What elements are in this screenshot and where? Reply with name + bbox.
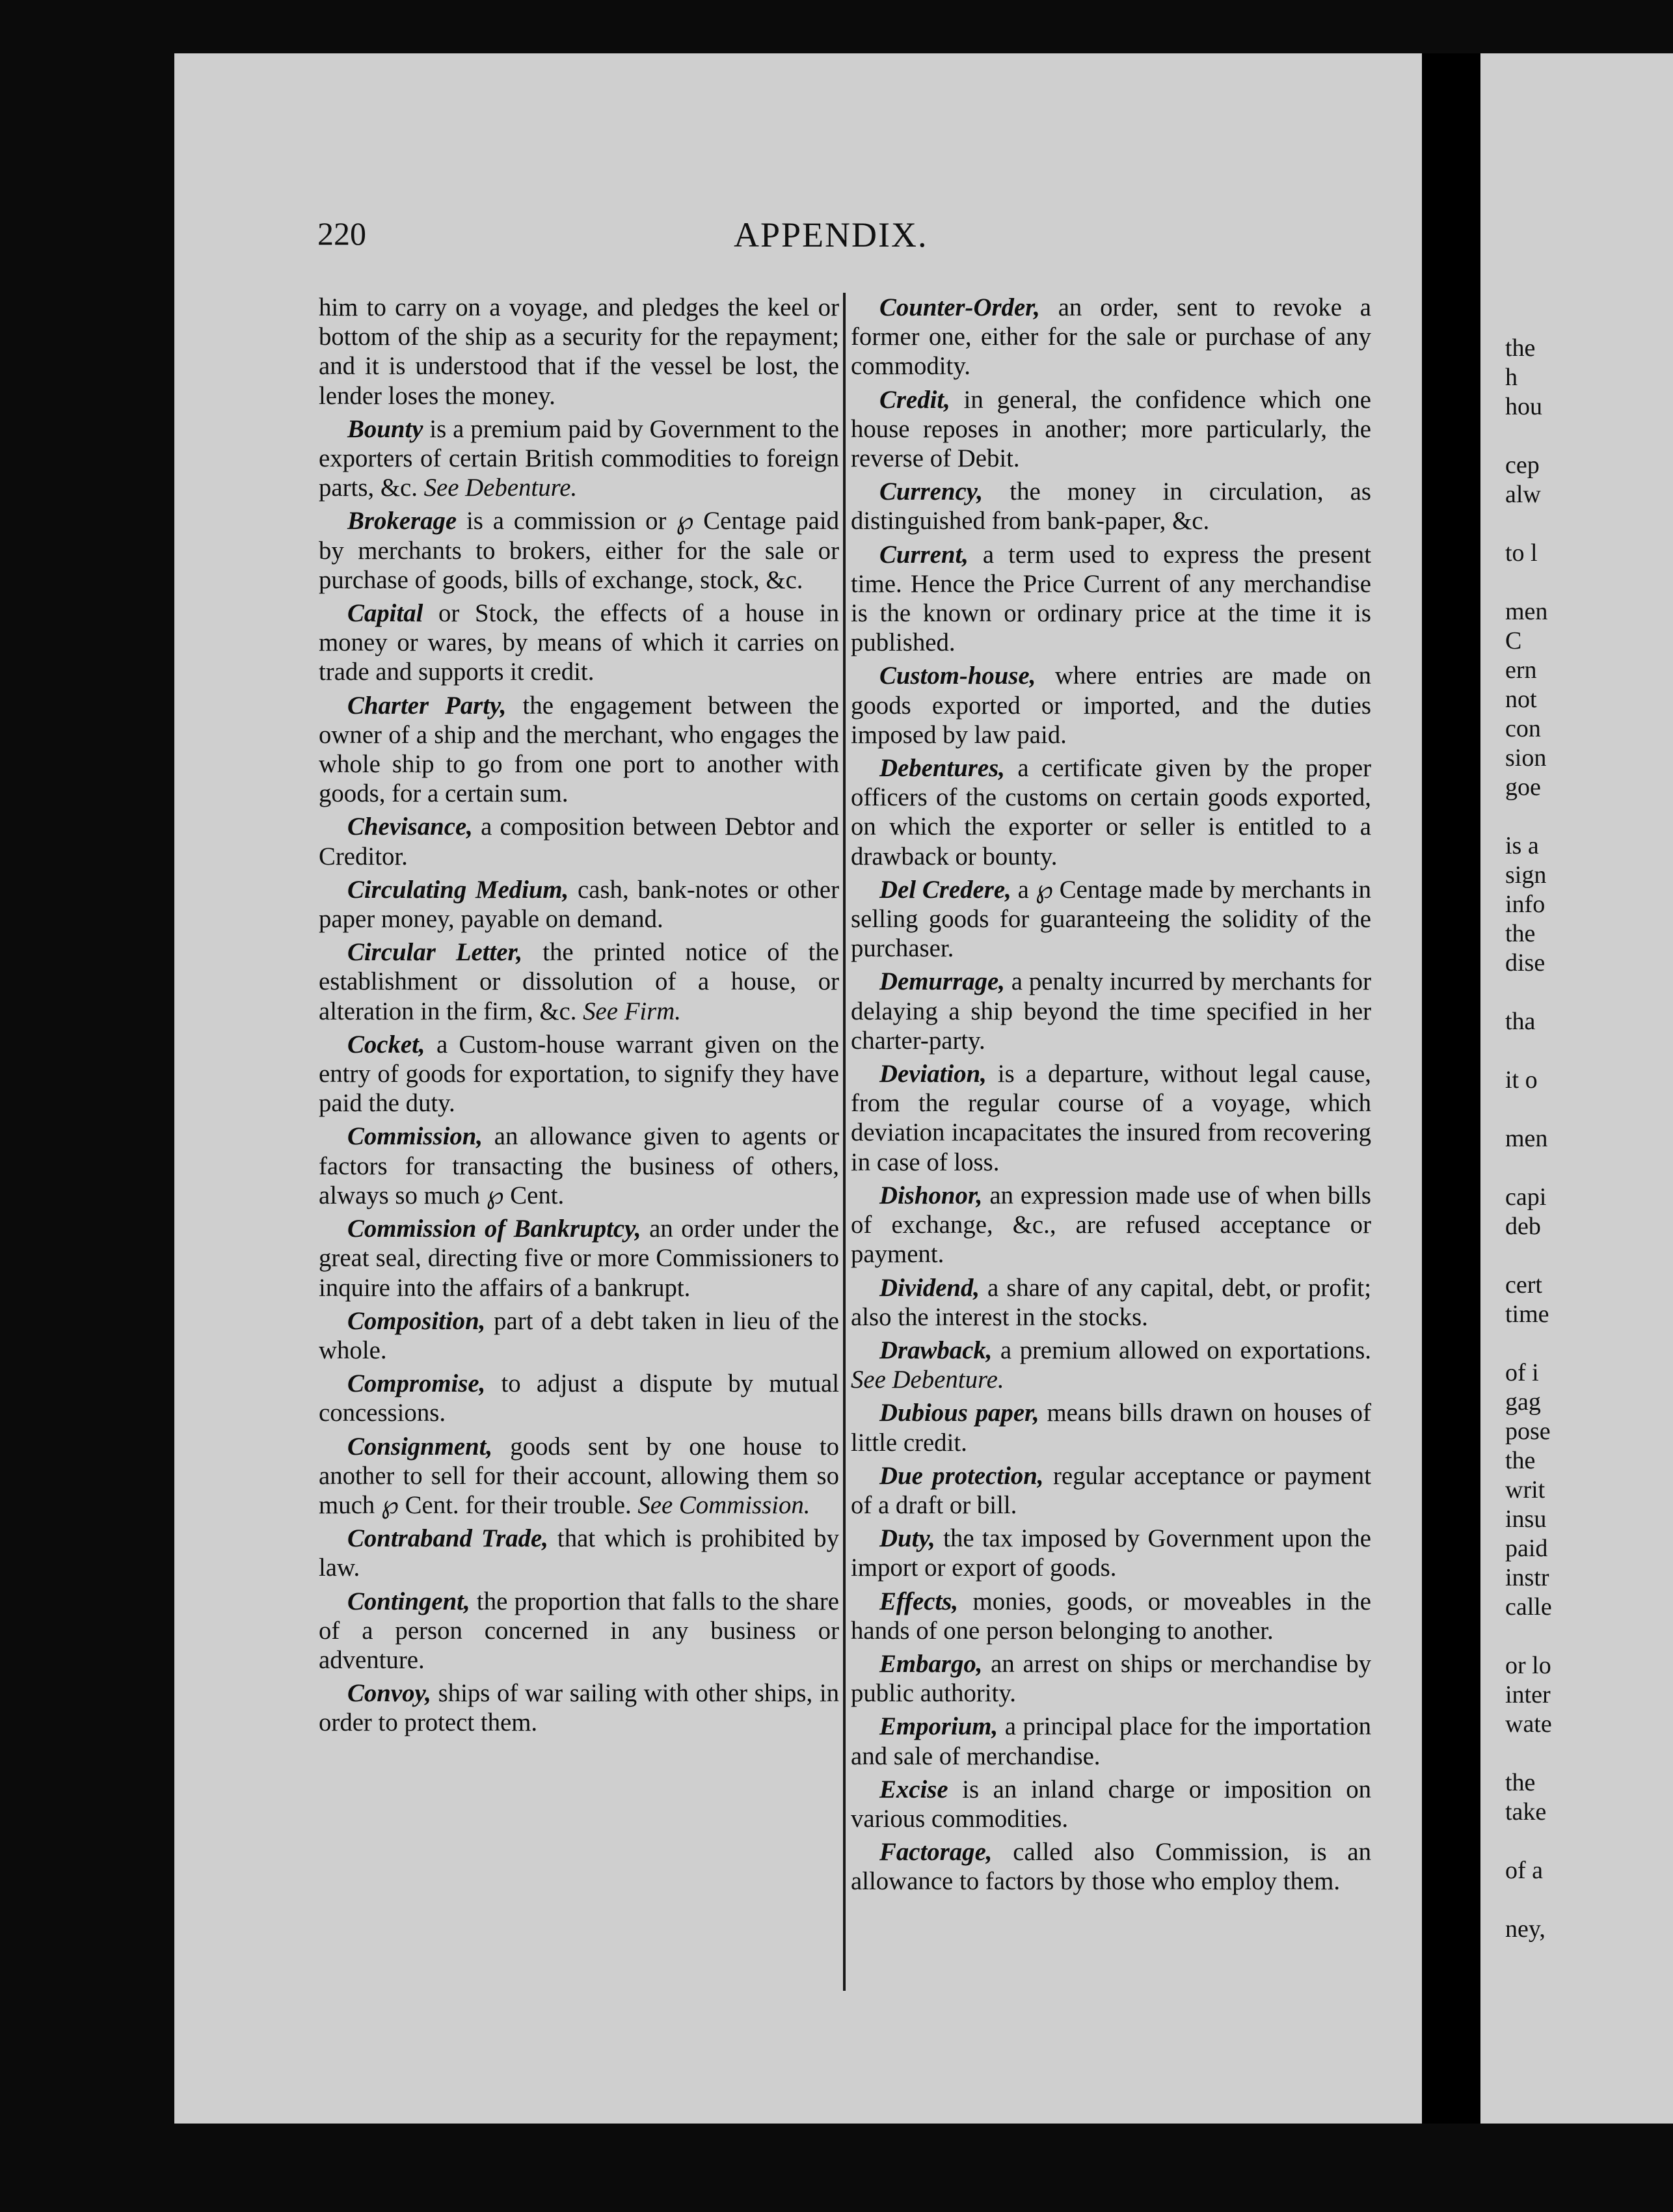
facing-page-fragments	[1505, 304, 1673, 1944]
facing-page-line: or lo	[1505, 1652, 1551, 1679]
glossary-entry	[851, 1524, 1371, 1582]
facing-page-line: the	[1505, 920, 1536, 947]
glossary-entry	[319, 1122, 839, 1210]
entry-definition: a premium allowed on exportations.	[992, 1336, 1371, 1364]
facing-page-line: tha	[1505, 1008, 1536, 1035]
entry-definition: a Custom-house warrant given on the entry of goods for exportation, to signify they have paid the duty.	[319, 1030, 839, 1118]
entry-term: Composition,	[347, 1306, 486, 1335]
glossary-entry	[851, 967, 1371, 1055]
facing-page-line	[1505, 1622, 1673, 1651]
entry-definition: is an inland charge or imposition on various commodities.	[851, 1775, 1371, 1833]
facing-page-line: the	[1505, 1769, 1536, 1796]
facing-page-line	[1505, 304, 1673, 334]
entry-term: Chevisance,	[347, 813, 473, 841]
glossary-entry	[851, 1059, 1371, 1177]
facing-page-line	[1505, 568, 1673, 597]
glossary-entry	[319, 875, 839, 934]
entry-term: Bounty	[347, 414, 423, 443]
entry-term: Due protection,	[879, 1461, 1044, 1490]
glossary-entry	[319, 506, 839, 595]
entry-definition: him to carry on a voyage, and pledges the keel or bottom of the ship as a security for the repayment; and it is understood that if the vessel be lost, the lender loses the money.	[319, 293, 839, 410]
entry-term: Deviation,	[879, 1060, 987, 1088]
facing-page-line	[1505, 1329, 1673, 1358]
facing-page-line: writ	[1505, 1476, 1546, 1504]
facing-page-line: not	[1505, 686, 1537, 713]
glossary-entry	[851, 1587, 1371, 1645]
glossary-entry	[319, 1030, 839, 1118]
glossary-entry	[319, 1524, 839, 1582]
page-number: 220	[317, 215, 366, 252]
glossary-entry	[851, 753, 1371, 871]
entry-cross-reference: See Firm.	[583, 997, 681, 1025]
entry-definition: the proportion that falls to the share of a person concerned in any business or adventure.	[319, 1587, 839, 1674]
facing-page-line: is a	[1505, 832, 1539, 859]
entry-term: Duty,	[879, 1524, 935, 1553]
entry-term: Charter Party,	[347, 691, 507, 720]
facing-page-line: insu	[1505, 1505, 1547, 1533]
entry-term: Emporium,	[879, 1712, 998, 1741]
running-head: APPENDIX.	[734, 215, 928, 254]
entry-term: Commission of Bankruptcy,	[347, 1215, 641, 1243]
entry-definition: the printed notice of the establishment or dissolution of a house, or alteration in the firm, &c.	[319, 938, 839, 1025]
facing-page-line	[1505, 1241, 1673, 1271]
entry-definition: or Stock, the effects of a house in money or wares, by means of which it carries on trade and supports it credit.	[319, 599, 839, 686]
glossary-entry	[319, 414, 839, 503]
facing-page-line	[1505, 1036, 1673, 1066]
entry-term: Consignment,	[347, 1432, 493, 1461]
entry-term: Compromise,	[347, 1369, 486, 1398]
facing-page-line: instr	[1505, 1564, 1549, 1591]
entry-term: Current,	[879, 540, 969, 569]
facing-page-line: deb	[1505, 1213, 1541, 1240]
facing-page-line: C	[1505, 627, 1522, 654]
facing-page-line	[1505, 978, 1673, 1007]
glossary-entry	[319, 1369, 839, 1427]
facing-page-line: of i	[1505, 1359, 1539, 1386]
page-header	[317, 215, 942, 267]
glossary-entry	[851, 875, 1371, 964]
entry-term: Contraband Trade,	[347, 1524, 548, 1553]
entry-definition: ships of war sailing with other ships, in order to protect them.	[319, 1679, 839, 1737]
entry-definition: an arrest on ships or merchandise by public authority.	[851, 1649, 1371, 1708]
entry-definition: that which is prohibited by law.	[319, 1524, 839, 1582]
facing-page-line: h	[1505, 364, 1518, 391]
entry-cross-reference: See Debenture.	[851, 1366, 1004, 1394]
entry-term: Circular Letter,	[347, 938, 523, 967]
entry-definition: is a premium paid by Government to the exporters of certain British commodities to foreign parts, &c.	[319, 414, 839, 502]
entry-definition: a composition between Debtor and Creditor.	[319, 813, 839, 870]
facing-page-line: the	[1505, 1447, 1536, 1474]
entry-definition: where entries are made on goods exported or imported, and the duties imposed by law paid.	[851, 662, 1371, 749]
entry-definition: a share of any capital, debt, or profit; also the interest in the stocks.	[851, 1273, 1371, 1331]
glossary-entry	[851, 540, 1371, 658]
glossary-entry	[851, 661, 1371, 749]
entry-definition: part of a debt taken in lieu of the whole.	[319, 1306, 839, 1364]
gutter	[1422, 53, 1480, 2124]
entry-term: Currency,	[879, 478, 984, 506]
glossary-entry	[319, 293, 839, 411]
left-column	[319, 293, 839, 1742]
entry-definition: an order under the great seal, directing five or more Commissioners to inquire into the affairs of a bankrupt.	[319, 1215, 839, 1302]
entry-definition: cash, bank-notes or other paper money, payable on demand.	[319, 875, 839, 934]
entry-term: Custom-house,	[879, 662, 1036, 690]
entry-term: Circulating Medium,	[347, 875, 569, 904]
facing-page-line: con	[1505, 715, 1541, 742]
facing-page-line	[1505, 422, 1673, 451]
entry-term: Debentures,	[879, 754, 1005, 783]
facing-page-line: inter	[1505, 1681, 1551, 1708]
glossary-entry	[851, 1273, 1371, 1332]
facing-page-line: calle	[1505, 1593, 1552, 1621]
entry-definition: to adjust a dispute by mutual concessions.	[319, 1369, 839, 1427]
entry-term: Demurrage,	[879, 967, 1005, 996]
entry-definition: the tax imposed by Government upon the import or export of goods.	[851, 1524, 1371, 1582]
entry-term: Del Credere,	[879, 875, 1011, 904]
facing-page-line: paid	[1505, 1535, 1548, 1562]
glossary-entry	[851, 385, 1371, 474]
entry-term: Dividend,	[879, 1273, 980, 1302]
entry-term: Convoy,	[347, 1679, 431, 1708]
entry-definition: goods sent by one house to another to sell for their account, allowing them so much ℘ Cent. for their trouble.	[319, 1432, 839, 1519]
facing-page-line	[1505, 1827, 1673, 1856]
entry-definition: in general, the confidence which one house reposes in another; more particularly, the reverse of Debit.	[851, 385, 1371, 473]
facing-page-line: wate	[1505, 1710, 1552, 1738]
glossary-entry	[851, 1398, 1371, 1457]
facing-page-line: sion	[1505, 744, 1547, 772]
glossary-entry	[851, 293, 1371, 381]
entry-definition: a principal place for the importation and sale of merchandise.	[851, 1712, 1371, 1770]
glossary-entry	[851, 1461, 1371, 1520]
glossary-entry	[851, 1336, 1371, 1394]
facing-page-line: hou	[1505, 393, 1542, 420]
glossary-entry	[319, 1432, 839, 1520]
entry-definition: an allowance given to agents or factors for transacting the business of others, always so much ℘ Cent.	[319, 1122, 839, 1209]
facing-page-line	[1505, 509, 1673, 539]
entry-term: Dubious paper,	[879, 1399, 1039, 1427]
entry-term: Excise	[879, 1775, 948, 1803]
facing-page-line: cep	[1505, 452, 1540, 479]
facing-page-line	[1505, 802, 1673, 831]
glossary-entry	[851, 1181, 1371, 1269]
entry-definition: a certificate given by the proper officers of the customs on certain goods exported, on which the exporter or seller is entitled to a drawback or bounty.	[851, 754, 1371, 870]
entry-cross-reference: See Debenture.	[423, 474, 578, 502]
facing-page-line: goe	[1505, 774, 1541, 801]
entry-term: Effects,	[879, 1587, 959, 1615]
facing-page-line: men	[1505, 1125, 1548, 1152]
entry-definition: an order, sent to revoke a former one, either for the sale or purchase of any commodity.	[851, 293, 1371, 381]
glossary-entry	[319, 1679, 839, 1737]
glossary-entry	[851, 1712, 1371, 1770]
facing-page-line: take	[1505, 1798, 1547, 1826]
facing-page-line: the	[1505, 334, 1536, 362]
glossary-entry	[319, 937, 839, 1026]
entry-definition: an expression made use of when bills of exchange, &c., are refused acceptance or payment.	[851, 1181, 1371, 1269]
entry-term: Dishonor,	[879, 1181, 983, 1209]
facing-page-line: alw	[1505, 481, 1541, 508]
entry-term: Credit,	[879, 385, 950, 414]
facing-page-line: it o	[1505, 1066, 1538, 1094]
facing-page-line	[1505, 1153, 1673, 1183]
glossary-entry	[851, 477, 1371, 535]
facing-page-line: ney,	[1505, 1915, 1546, 1943]
entry-term: Embargo,	[879, 1649, 983, 1678]
entry-definition: a ℘ Centage made by merchants in selling goods for guaranteeing the solidity of the purchaser.	[851, 875, 1371, 963]
glossary-entry	[319, 1587, 839, 1675]
entry-term: Cocket,	[347, 1030, 425, 1059]
entry-definition: regular acceptance or payment of a draft or bill.	[851, 1461, 1371, 1519]
facing-page-line	[1505, 1095, 1673, 1124]
entry-definition: is a commission or ℘ Centage paid by merchants to brokers, either for the sale or purchase of goods, bills of exchange, stock, &c.	[319, 507, 839, 594]
glossary-entry	[319, 1306, 839, 1365]
entry-term: Brokerage	[347, 507, 457, 535]
entry-definition: the money in circulation, as distinguished from bank-paper, &c.	[851, 478, 1371, 535]
facing-page-line	[1505, 1739, 1673, 1768]
entry-definition: monies, goods, or moveables in the hands of one person belonging to another.	[851, 1587, 1371, 1645]
entry-term: Drawback,	[879, 1336, 993, 1364]
right-column	[851, 293, 1371, 1900]
entry-definition: a term used to express the present time. Hence the Price Current of any merchandise is the known or ordinary price at the time it is published.	[851, 540, 1371, 657]
facing-page-line: info	[1505, 891, 1546, 918]
entry-definition: called also Commission, is an allowance to factors by those who employ them.	[851, 1838, 1371, 1896]
facing-page-line: of a	[1505, 1857, 1544, 1884]
entry-term: Contingent,	[347, 1587, 470, 1615]
entry-definition: the engagement between the owner of a ship and the merchant, who engages the whole ship to go from one port to another with goods, for a certain sum.	[319, 691, 840, 808]
entry-term: Commission,	[347, 1122, 483, 1151]
glossary-entry	[851, 1837, 1371, 1896]
facing-page-line: capi	[1505, 1183, 1547, 1211]
facing-page-line: sign	[1505, 861, 1547, 889]
facing-page-line	[1505, 1885, 1673, 1915]
glossary-entry	[851, 1649, 1371, 1708]
entry-definition: means bills drawn on houses of little credit.	[851, 1399, 1371, 1457]
entry-cross-reference: See Commission.	[637, 1490, 810, 1519]
glossary-entry	[319, 691, 839, 809]
facing-page-line: pose	[1505, 1418, 1551, 1445]
column-rule	[843, 293, 846, 1991]
entry-term: Counter-Order,	[879, 293, 1040, 321]
facing-page-line: gag	[1505, 1388, 1541, 1416]
glossary-entry	[319, 1214, 839, 1302]
entry-term: Factorage,	[879, 1838, 993, 1867]
entry-term: Capital	[347, 599, 423, 628]
entry-definition: is a departure, without legal cause, from the regular course of a voyage, which deviation incapacitates the insured from recovering in case of loss.	[851, 1060, 1371, 1176]
facing-page-line: to l	[1505, 539, 1538, 567]
entry-definition: a penalty incurred by merchants for delaying a ship beyond the time specified in her charter-party.	[851, 967, 1371, 1055]
glossary-entry	[319, 812, 839, 870]
facing-page-line: cert	[1505, 1271, 1542, 1299]
facing-page-line: ern	[1505, 656, 1537, 684]
glossary-entry	[851, 1775, 1371, 1833]
facing-page-line: time	[1505, 1301, 1549, 1328]
facing-page-line: men	[1505, 598, 1548, 625]
glossary-entry	[319, 599, 839, 687]
facing-page-line: dise	[1505, 949, 1546, 977]
